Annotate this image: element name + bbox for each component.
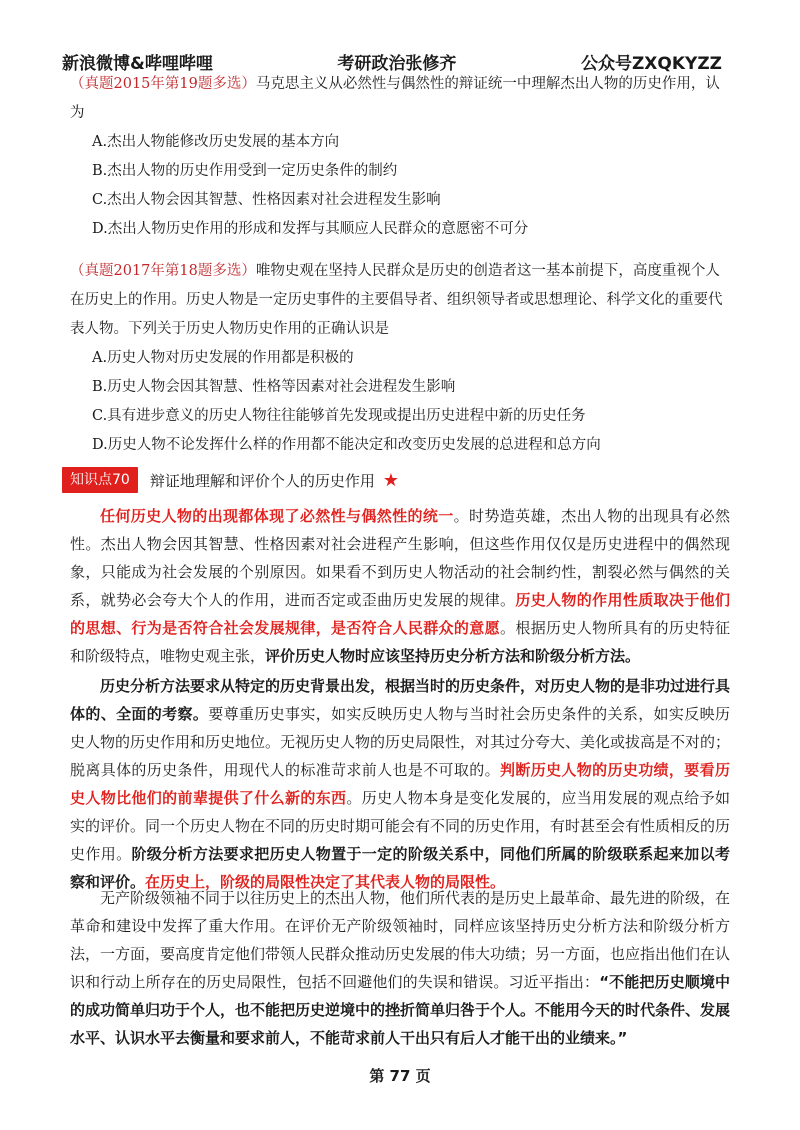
option-c: C.具有进步意义的历史人物往往能够首先发现或提出历史进程中新的历史任务	[92, 408, 586, 424]
option-b: B.杰出人物的历史作用受到一定历史条件的制约	[92, 163, 398, 179]
question-stem	[70, 70, 730, 128]
question-tag: （真题2015年第19题多选）	[70, 76, 256, 92]
option-d: D.杰出人物历史作用的形成和发挥与其顺应人民群众的意愿密不可分	[92, 221, 529, 237]
option-b: B.历史人物会因其智慧、性格等因素对社会进程发生影响	[92, 379, 456, 395]
paragraph-2	[70, 672, 730, 896]
body-text: 。时势造英雄，杰出人物的出现具有必然性。杰出人物会因其智慧、性格因素对社会进程产生影响，但这些作用仅仅是历史进程中的偶然现象，只能成为社会发展的个别原因。如果看不到历史人物活动的社会制约性，割裂必然与偶然的关系，就势必会夸大个人的作用，进而否定或歪曲历史发展的规律。	[70, 507, 730, 609]
body-text: 要尊重历史事实，如实反映历史人物与当时社会历史条件的关系，如实反映历史人物的历史作用和历史地位。无视历史人物的历史局限性，对其过分夸大、美化或拔高是不对的；脱离具体的历史条件，用现代人的标准苛求前人也是不可取的。	[70, 705, 731, 779]
paragraph-1	[70, 502, 730, 670]
body-text: 。根据历史人物所具有的历史特征和阶级特点，唯物史观主张，	[70, 619, 730, 665]
header-right: 公众号ZXQKYZZ	[580, 53, 722, 74]
star-icon: ★	[382, 469, 399, 491]
header-center: 考研政治张修齐	[337, 53, 457, 74]
knowledge-point-badge: 知识点70	[62, 467, 138, 493]
page-number: 第 77 页	[369, 1067, 431, 1085]
key-point: 在历史上，阶级的局限性决定了其代表人物的局限性。	[145, 873, 506, 891]
quote-text: “不能把历史顺境中的成功简单归功于个人，也不能把历史逆境中的挫折简单归咎于个人。不能用今天的时代条件、发展水平、认识水平去衡量和要求前人，不能苛求前人干出只有后人才能干出的业绩来。”	[70, 973, 731, 1047]
question-text: 唯物史观在坚持人民群众是历史的创造者这一基本前提下，高度重视个人在历史上的作用。历史人物是一定历史事件的主要倡导者、组织领导者或思想理论、科学文化的重要代表人物。下列关于历史人物历史作用的正确认识是	[70, 263, 723, 337]
option-a: A.历史人物对历史发展的作用都是积极的	[92, 350, 354, 366]
option-d: D.历史人物不论发挥什么样的作用都不能决定和改变历史发展的总进程和总方向	[92, 437, 601, 453]
body-text: 无产阶级领袖不同于以往历史上的杰出人物，他们所代表的是历史上最革命、最先进的阶级，在革命和建设中发挥了重大作用。在评价无产阶级领袖时，同样应该坚持历史分析方法和阶级分析方法，一方面，要高度肯定他们带领人民群众推动历史发展的伟大功绩；另一方面，也应指出他们在认识和行动上所存在的历史局限性，包括不回避他们的失误和错误。习近平指出：	[70, 889, 731, 991]
bold-text: 阶级分析方法要求把历史人物置于一定的阶级关系中，同他们所属的阶级联系起来加以考察和评价。	[70, 845, 730, 891]
option-c: C.杰出人物会因其智慧、性格因素对社会进程发生影响	[92, 192, 441, 208]
question-2015-19	[70, 70, 730, 244]
bold-text: 历史分析方法要求从特定的历史背景出发，根据当时的历史条件，对历史人物的是非功过进行具体的、全面的考察。	[70, 677, 731, 723]
option-a: A.杰出人物能修改历史发展的基本方向	[92, 134, 340, 150]
key-point: 任何历史人物的出现都体现了必然性与偶然性的统一	[100, 507, 454, 525]
body-text: 。历史人物本身是变化发展的，应当用发展的观点给予如实的评价。同一个历史人物在不同的历史时期可能会有不同的历史作用，有时甚至会有性质相反的历史作用。	[70, 789, 731, 863]
question-text: 马克思主义从必然性与偶然性的辩证统一中理解杰出人物的历史作用，认为	[70, 76, 720, 121]
key-point: 判断历史人物的历史功绩，要看历史人物比他们的前辈提供了什么新的东西	[70, 761, 730, 807]
key-point: 历史人物的作用性质取决于他们的思想、行为是否符合社会发展规律，是否符合人民群众的意愿	[70, 591, 730, 637]
question-tag: （真题2017年第18题多选）	[70, 263, 256, 279]
paragraph-3	[70, 884, 730, 1052]
question-stem	[70, 257, 730, 344]
bold-text: 评价历史人物时应该坚持历史分析方法和阶级分析方法。	[265, 647, 641, 665]
question-2017-18	[70, 257, 730, 460]
knowledge-point-title: 辩证地理解和评价个人的历史作用	[149, 471, 375, 490]
header-left: 新浪微博&哔哩哔哩	[62, 53, 213, 74]
knowledge-point-heading	[62, 467, 399, 493]
